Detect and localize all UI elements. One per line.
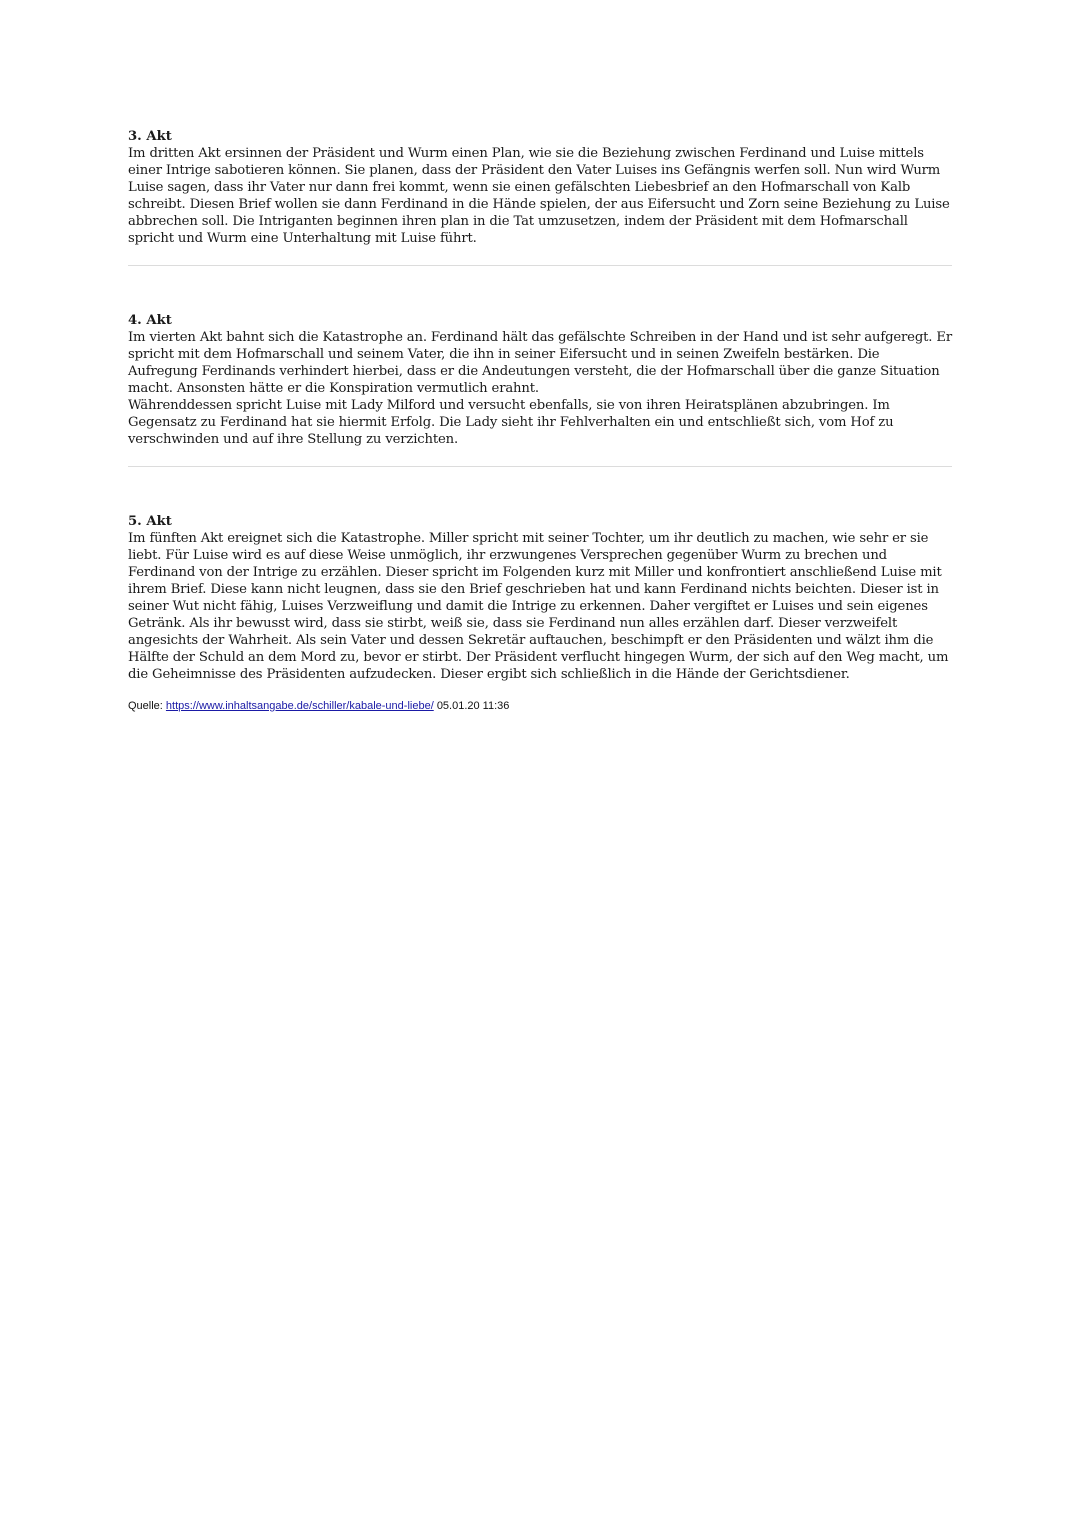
section-title: 5. Akt [128, 514, 172, 529]
paragraph: Im dritten Akt ersinnen der Präsident und Wurm einen Plan, wie sie die Beziehung zwischen Ferdinand und Luise mittels einer Intrige sabotieren können. Sie planen, dass der Präsident den Vater Luises ins Gefängnis werfen soll. Nun wird Wurm Luise sagen, dass ihr Vater nur dann frei kommt, wenn sie einen gefälschten Liebesbrief an den Hofmarschall von Kalb schreibt. Diesen Brief wollen sie dann Ferdinand in die Hände spielen, der aus Eifersucht und Zorn seine Beziehung zu Luise abbrechen soll. Die Intriganten beginnen ihren plan in die Tat umzusetzen, indem der Präsident mit dem Hofmarschall spricht und Wurm eine Unterhaltung mit Luise führt. [128, 146, 950, 246]
paragraph: Währenddessen spricht Luise mit Lady Milford und versucht ebenfalls, sie von ihren Heiratsplänen abzubringen. Im Gegensatz zu Ferdinand hat sie hiermit Erfolg. Die Lady sieht ihr Fehlverhalten ein und entschließt sich, vom Hof zu verschwinden und auf ihre Stellung zu verzichten. [128, 398, 894, 447]
section-body [128, 530, 952, 683]
section-title: 3. Akt [128, 129, 172, 144]
source-timestamp: 05.01.20 11:36 [436, 700, 510, 712]
source-citation [128, 699, 952, 713]
section-act-4 [128, 312, 952, 448]
section-divider [128, 466, 952, 467]
source-link[interactable]: https://www.inhaltsangabe.de/schiller/kabale-und-liebe/ [165, 700, 434, 712]
section-body [128, 145, 952, 247]
document-page [128, 128, 952, 713]
section-act-3 [128, 128, 952, 247]
paragraph: Im fünften Akt ereignet sich die Katastrophe. Miller spricht mit seiner Tochter, um ihr deutlich zu machen, wie sehr er sie liebt. Für Luise wird es auf diese Weise unmöglich, ihr erzwungenes Versprechen gegenüber Wurm zu brechen und Ferdinand von der Intrige zu erzählen. Dieser spricht im Folgenden kurz mit Miller und konfrontiert anschließend Luise mit ihrem Brief. Diese kann nicht leugnen, dass sie den Brief geschrieben hat und kann Ferdinand nichts beichten. Dieser ist in seiner Wut nicht fähig, Luises Verzweiflung und damit die Intrige zu erkennen. Daher vergiftet er Luises und sein eigenes Getränk. Als ihr bewusst wird, dass sie stirbt, weiß sie, dass sie Ferdinand nun alles erzählen darf. Dieser verzweifelt angesichts der Wahrheit. Als sein Vater und dessen Sekretär auftauchen, beschimpft er den Präsidenten und wälzt ihm die Hälfte der Schuld an dem Mord zu, bevor er stirbt. Der Präsident verflucht hingegen Wurm, der sich auf den Weg macht, um die Geheimnisse des Präsidenten aufzudecken. Dieser ergibt sich schließlich in die Hände der Gerichtsdiener. [128, 531, 949, 682]
paragraph: Im vierten Akt bahnt sich die Katastrophe an. Ferdinand hält das gefälschte Schreiben in der Hand und ist sehr aufgeregt. Er spricht mit dem Hofmarschall und seinem Vater, die ihn in seiner Eifersucht und in seinen Zweifeln bestärken. Die Aufregung Ferdinands verhindert hierbei, dass er die Andeutungen versteht, die der Hofmarschall über die ganze Situation macht. Ansonsten hätte er die Konspiration vermutlich erahnt. [128, 330, 952, 396]
section-body [128, 329, 952, 448]
source-label: Quelle: [128, 700, 163, 712]
section-title: 4. Akt [128, 313, 172, 328]
section-divider [128, 265, 952, 266]
section-act-5 [128, 513, 952, 683]
